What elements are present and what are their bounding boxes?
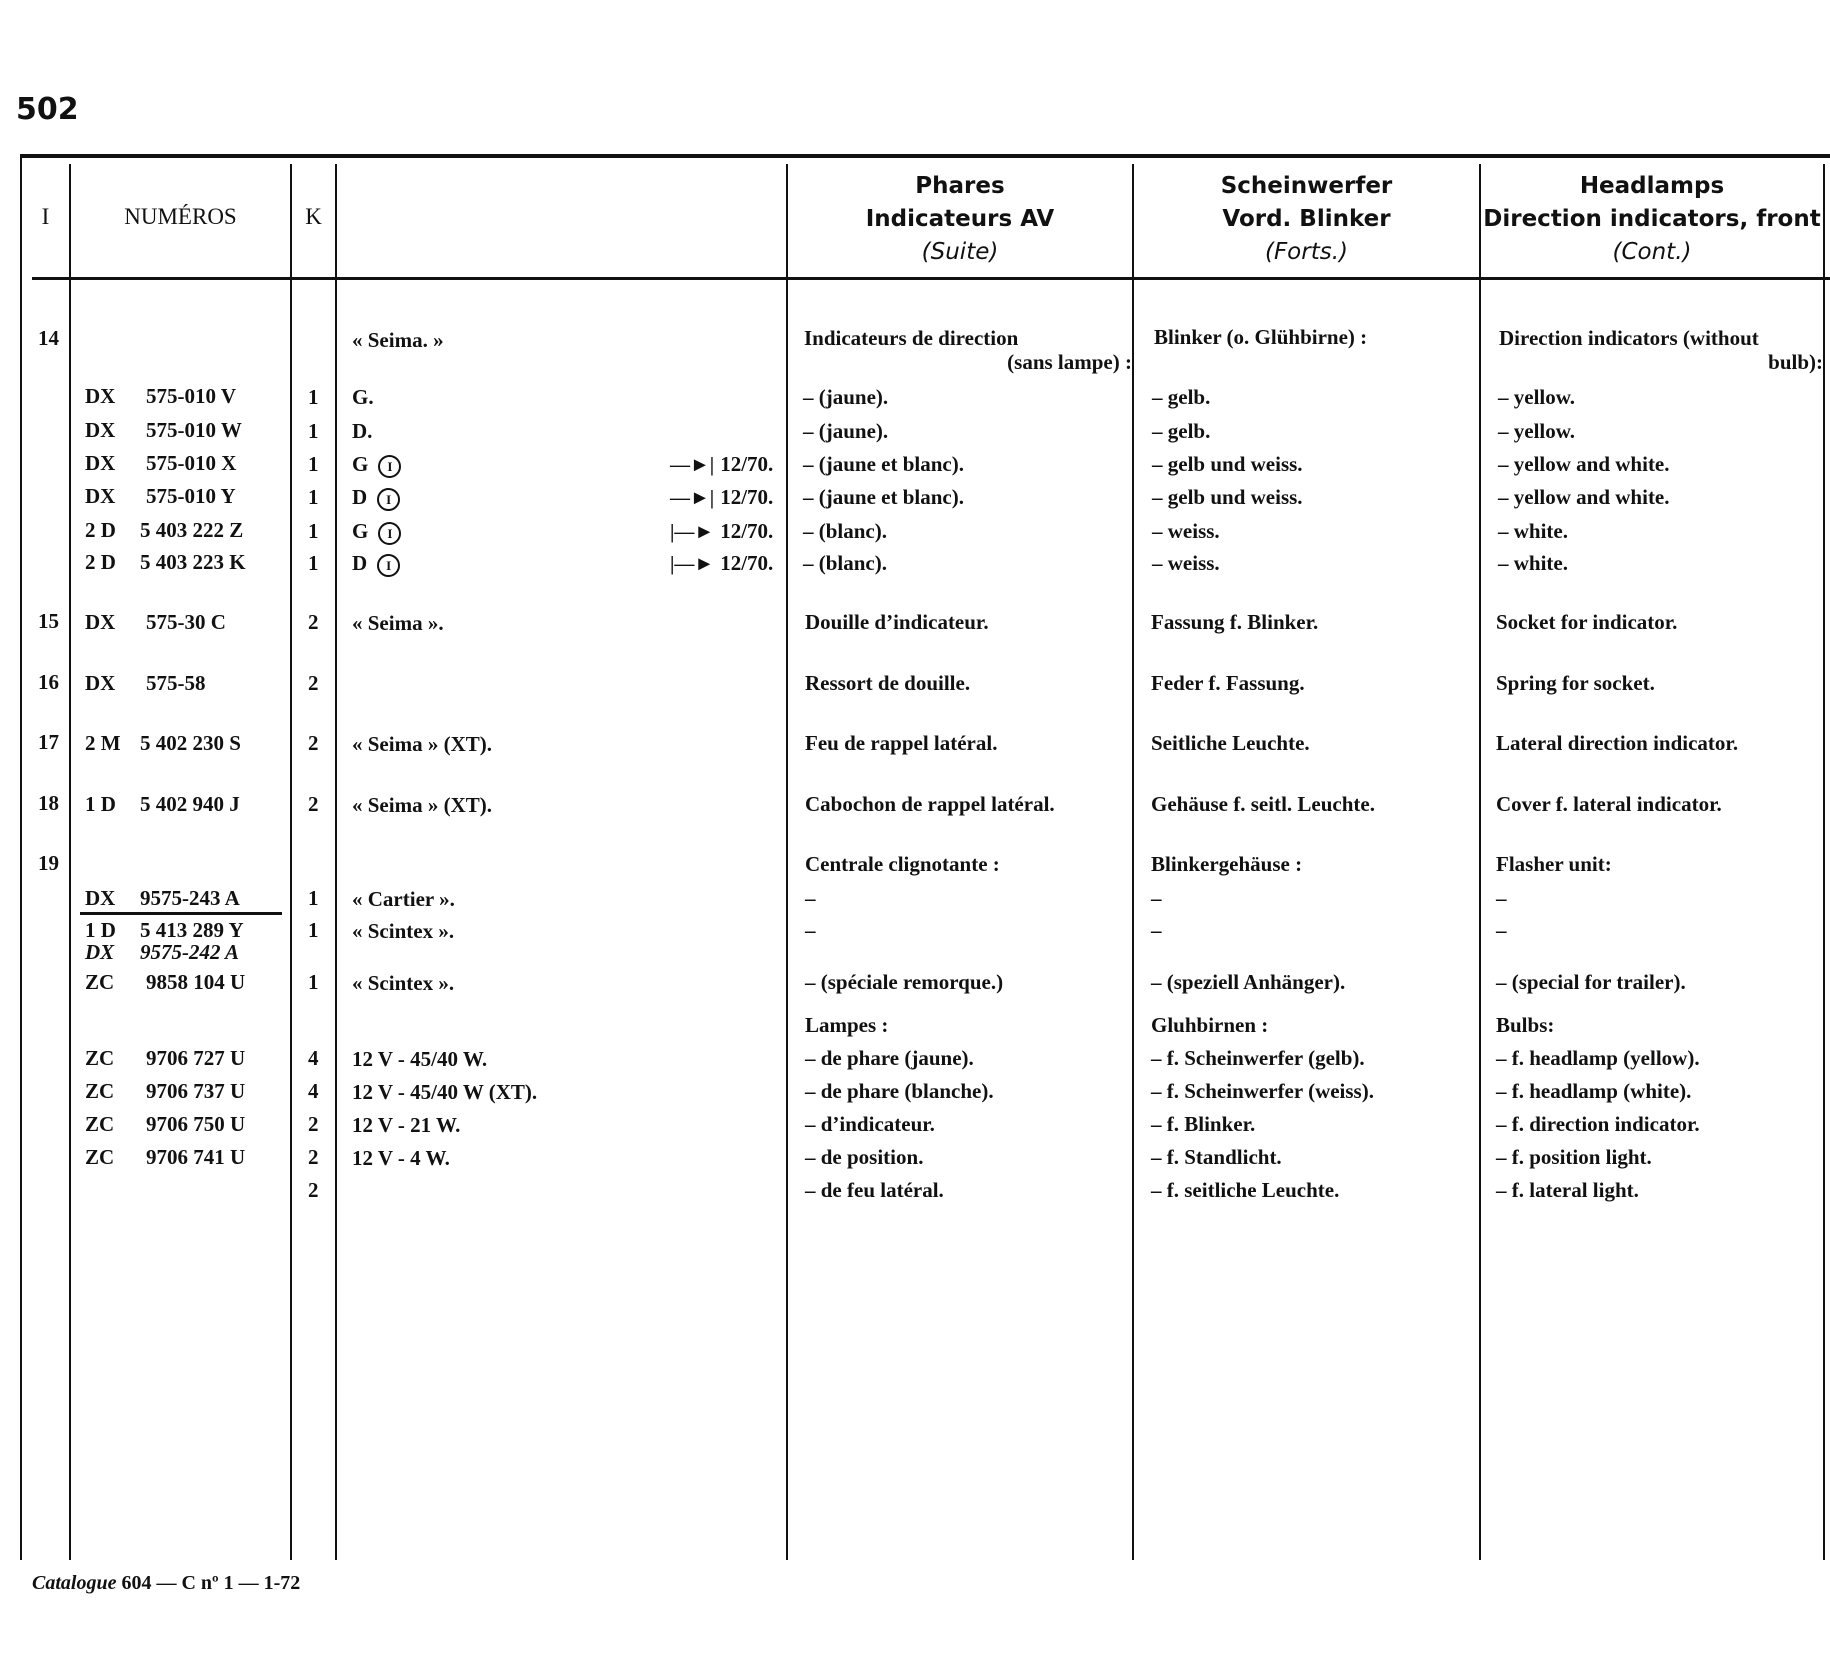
english-text: – — [1496, 886, 1507, 910]
part-number: 5 402 940 J — [140, 792, 240, 816]
part-number: 5 402 230 S — [140, 731, 241, 755]
quantity: 1 — [308, 485, 319, 509]
quantity: 2 — [308, 1178, 319, 1202]
part-prefix: DX — [85, 610, 116, 634]
circled-i-mark: I — [377, 554, 400, 577]
french-text: Douille d’indicateur. — [805, 610, 989, 634]
part-prefix: DX — [85, 384, 116, 408]
german-text: Blinkergehäuse : — [1151, 852, 1303, 876]
quantity: 2 — [308, 1145, 319, 1169]
english-text: Cover f. lateral indicator. — [1496, 792, 1722, 816]
description: « Seima » (XT). — [352, 793, 492, 817]
validity-date — [670, 452, 773, 477]
german-text: Feder f. Fassung. — [1151, 671, 1305, 695]
german-text: Gehäuse f. seitl. Leuchte. — [1151, 792, 1375, 816]
german-text: – f. Scheinwerfer (gelb). — [1151, 1046, 1365, 1070]
english-text: – f. lateral light. — [1496, 1178, 1639, 1202]
description — [352, 551, 400, 577]
item-number: 15 — [38, 609, 59, 633]
header-numeros: NUMÉROS — [124, 204, 237, 229]
german-text: Gluhbirnen : — [1151, 1013, 1269, 1037]
english-text: Lateral direction indicator. — [1496, 731, 1739, 755]
quantity: 1 — [308, 551, 319, 575]
german-text: – gelb. — [1152, 419, 1211, 443]
header-english-cont: (Cont.) — [1612, 239, 1692, 265]
english-text: – yellow and white. — [1498, 452, 1670, 476]
french-text: – de phare (jaune). — [805, 1046, 974, 1070]
header-rule — [32, 277, 1830, 280]
date-text: 12/70. — [720, 551, 774, 575]
quantity: 4 — [308, 1079, 319, 1103]
col-divider-numeros — [290, 164, 292, 1560]
quantity: 2 — [308, 731, 319, 755]
english-text: Spring for socket. — [1496, 671, 1655, 695]
quantity: 4 — [308, 1046, 319, 1070]
quantity: 2 — [308, 792, 319, 816]
description: « Seima » (XT). — [352, 732, 492, 756]
validity-date — [670, 551, 773, 576]
english-text: – f. direction indicator. — [1496, 1112, 1700, 1136]
part-number: 575-010 Y — [146, 484, 236, 508]
part-number: 9575-242 A — [140, 940, 239, 964]
description: 12 V - 45/40 W (XT). — [352, 1080, 538, 1104]
part-prefix: 2 D — [85, 518, 116, 542]
arrow-to-bar-icon: —►| — [670, 487, 715, 509]
french-text: – (blanc). — [803, 551, 887, 575]
german-text: – gelb und weiss. — [1152, 485, 1303, 509]
header-german-line1: Scheinwerfer — [1220, 173, 1393, 199]
page-number: 502 — [16, 92, 79, 127]
german-text: – f. Scheinwerfer (weiss). — [1151, 1079, 1374, 1103]
part-number: 9575-243 A — [140, 886, 240, 910]
description — [352, 485, 400, 511]
part-prefix: DX — [85, 940, 115, 964]
french-text: Lampes : — [805, 1013, 889, 1037]
part-number: 575-010 W — [146, 418, 242, 442]
circled-i-mark: I — [378, 522, 401, 545]
description: « Cartier ». — [352, 887, 455, 911]
part-number: 575-58 — [146, 671, 206, 695]
item-number: 16 — [38, 670, 59, 694]
header-german-line2: Vord. Blinker — [1222, 206, 1391, 232]
bar-to-arrow-icon: |—► — [670, 553, 715, 575]
footer-reference: 604 — C nº 1 — 1-72 — [121, 1572, 301, 1594]
french-text: – (blanc). — [803, 519, 887, 543]
header-k: K — [305, 204, 322, 229]
part-number: 9706 727 U — [146, 1046, 246, 1070]
french-text: – (jaune et blanc). — [803, 485, 964, 509]
english-text: Bulbs: — [1496, 1013, 1555, 1037]
description: « Scintex ». — [352, 971, 455, 995]
french-text: Cabochon de rappel latéral. — [805, 792, 1055, 816]
french-text: – d’indicateur. — [805, 1112, 935, 1136]
french-text: (sans lampe) : — [1007, 350, 1132, 374]
date-text: 12/70. — [720, 452, 774, 476]
date-text: 12/70. — [720, 485, 774, 509]
german-text: Blinker (o. Glühbirne) : — [1154, 325, 1368, 349]
part-prefix: DX — [85, 671, 116, 695]
date-text: 12/70. — [720, 519, 774, 543]
french-text: Centrale clignotante : — [805, 852, 1000, 876]
part-number: 9706 750 U — [146, 1112, 246, 1136]
part-number: 5 413 289 Y — [140, 918, 244, 942]
description: D. — [352, 419, 373, 443]
part-prefix: 2 D — [85, 550, 116, 574]
quantity: 1 — [308, 419, 319, 443]
circled-i-mark: I — [378, 455, 401, 478]
col-divider-i — [69, 164, 71, 1560]
english-text: – white. — [1498, 519, 1568, 543]
description: G. — [352, 385, 374, 409]
header-english-line1: Headlamps — [1579, 173, 1725, 199]
col-divider-english — [1823, 164, 1825, 1560]
validity-date — [670, 519, 773, 544]
circled-i-mark: I — [377, 488, 400, 511]
top-rule — [20, 154, 1830, 158]
german-text: – — [1151, 918, 1162, 942]
german-text: – (speziell Anhänger). — [1151, 970, 1346, 994]
english-text: – yellow and white. — [1498, 485, 1670, 509]
part-prefix: DX — [85, 484, 116, 508]
part-prefix: DX — [85, 886, 116, 910]
english-text: – yellow. — [1498, 385, 1575, 409]
quantity: 2 — [308, 610, 319, 634]
header-french-line1: Phares — [915, 173, 1005, 199]
part-number: 9706 741 U — [146, 1145, 246, 1169]
footer-catalogue: Catalogue — [32, 1572, 117, 1594]
description: 12 V - 4 W. — [352, 1146, 450, 1170]
french-text: – de feu latéral. — [805, 1178, 944, 1202]
french-text: – (jaune et blanc). — [803, 452, 964, 476]
german-text: – weiss. — [1152, 519, 1220, 543]
description — [352, 519, 401, 545]
description: « Seima. » — [352, 328, 444, 352]
col-divider-k — [335, 164, 337, 1560]
part-prefix: ZC — [85, 1112, 115, 1136]
item-number: 17 — [38, 730, 59, 754]
header-german-cont: (Forts.) — [1264, 239, 1348, 265]
header-english-line2: Direction indicators, front — [1483, 206, 1821, 232]
french-text: – de phare (blanche). — [805, 1079, 994, 1103]
part-prefix: ZC — [85, 1046, 115, 1070]
part-prefix: 2 M — [85, 731, 121, 755]
french-text: – — [805, 918, 816, 942]
description: 12 V - 21 W. — [352, 1113, 461, 1137]
french-text: – de position. — [805, 1145, 924, 1169]
english-text: bulb): — [1768, 350, 1823, 374]
french-text: – (jaune). — [803, 419, 889, 443]
col-divider-left-edge — [20, 154, 22, 1560]
quantity: 1 — [308, 452, 319, 476]
english-text: Flasher unit: — [1496, 852, 1612, 876]
french-text: – (jaune). — [803, 385, 889, 409]
quantity: 1 — [308, 886, 319, 910]
german-text: – f. Standlicht. — [1151, 1145, 1282, 1169]
english-text: – f. headlamp (yellow). — [1496, 1046, 1700, 1070]
german-text: – gelb und weiss. — [1152, 452, 1303, 476]
part-number: 575-010 X — [146, 451, 237, 475]
french-text: Feu de rappel latéral. — [805, 731, 998, 755]
quantity: 2 — [308, 1112, 319, 1136]
french-text: – (spéciale remorque.) — [805, 970, 1004, 994]
part-prefix: 1 D — [85, 792, 116, 816]
description: 12 V - 45/40 W. — [352, 1047, 488, 1071]
english-text: – (special for trailer). — [1496, 970, 1686, 994]
header-french — [788, 170, 1132, 269]
english-text: Direction indicators (without — [1499, 326, 1759, 350]
item-number: 19 — [38, 851, 59, 875]
part-prefix: 1 D — [85, 918, 116, 942]
english-text: – yellow. — [1498, 419, 1575, 443]
description: « Scintex ». — [352, 919, 455, 943]
german-text: – gelb. — [1152, 385, 1211, 409]
quantity: 2 — [308, 671, 319, 695]
header-german — [1134, 170, 1479, 269]
quantity: 1 — [308, 385, 319, 409]
german-text: – — [1151, 886, 1162, 910]
english-text: – f. headlamp (white). — [1496, 1079, 1692, 1103]
german-text: – f. Blinker. — [1151, 1112, 1256, 1136]
german-text: – weiss. — [1152, 551, 1220, 575]
german-text: Fassung f. Blinker. — [1151, 610, 1319, 634]
english-text: – f. position light. — [1496, 1145, 1652, 1169]
english-text: – — [1496, 918, 1507, 942]
side-letter: G — [352, 519, 369, 543]
part-number: 9706 737 U — [146, 1079, 246, 1103]
validity-date — [670, 485, 773, 510]
french-text: Ressort de douille. — [805, 671, 971, 695]
header-french-cont: (Suite) — [921, 239, 999, 265]
part-number: 575-010 V — [146, 384, 237, 408]
underline-rule — [80, 912, 282, 915]
part-prefix: ZC — [85, 1145, 115, 1169]
german-text: Seitliche Leuchte. — [1151, 731, 1310, 755]
part-prefix: DX — [85, 451, 116, 475]
side-letter: D — [352, 485, 368, 509]
part-number: 9858 104 U — [146, 970, 246, 994]
part-number: 575-30 C — [146, 610, 226, 634]
part-prefix: ZC — [85, 970, 115, 994]
header-i: I — [41, 204, 50, 229]
part-number: 5 403 223 K — [140, 550, 246, 574]
header-english — [1481, 170, 1823, 269]
quantity: 1 — [308, 970, 319, 994]
english-text: – white. — [1498, 551, 1568, 575]
arrow-to-bar-icon: —►| — [670, 454, 715, 476]
item-number: 14 — [38, 326, 59, 350]
quantity: 1 — [308, 519, 319, 543]
footer — [32, 1572, 300, 1595]
header-french-line2: Indicateurs AV — [865, 206, 1055, 232]
description: « Seima ». — [352, 611, 444, 635]
quantity: 1 — [308, 918, 319, 942]
french-text: Indicateurs de direction — [804, 326, 1019, 350]
bar-to-arrow-icon: |—► — [670, 521, 715, 543]
part-number: 5 403 222 Z — [140, 518, 244, 542]
part-prefix: DX — [85, 418, 116, 442]
side-letter: D — [352, 551, 368, 575]
english-text: Socket for indicator. — [1496, 610, 1678, 634]
item-number: 18 — [38, 791, 59, 815]
part-prefix: ZC — [85, 1079, 115, 1103]
french-text: – — [805, 886, 816, 910]
german-text: – f. seitliche Leuchte. — [1151, 1178, 1340, 1202]
side-letter: G — [352, 452, 369, 476]
description — [352, 452, 401, 478]
col-divider-french — [1132, 164, 1134, 1560]
